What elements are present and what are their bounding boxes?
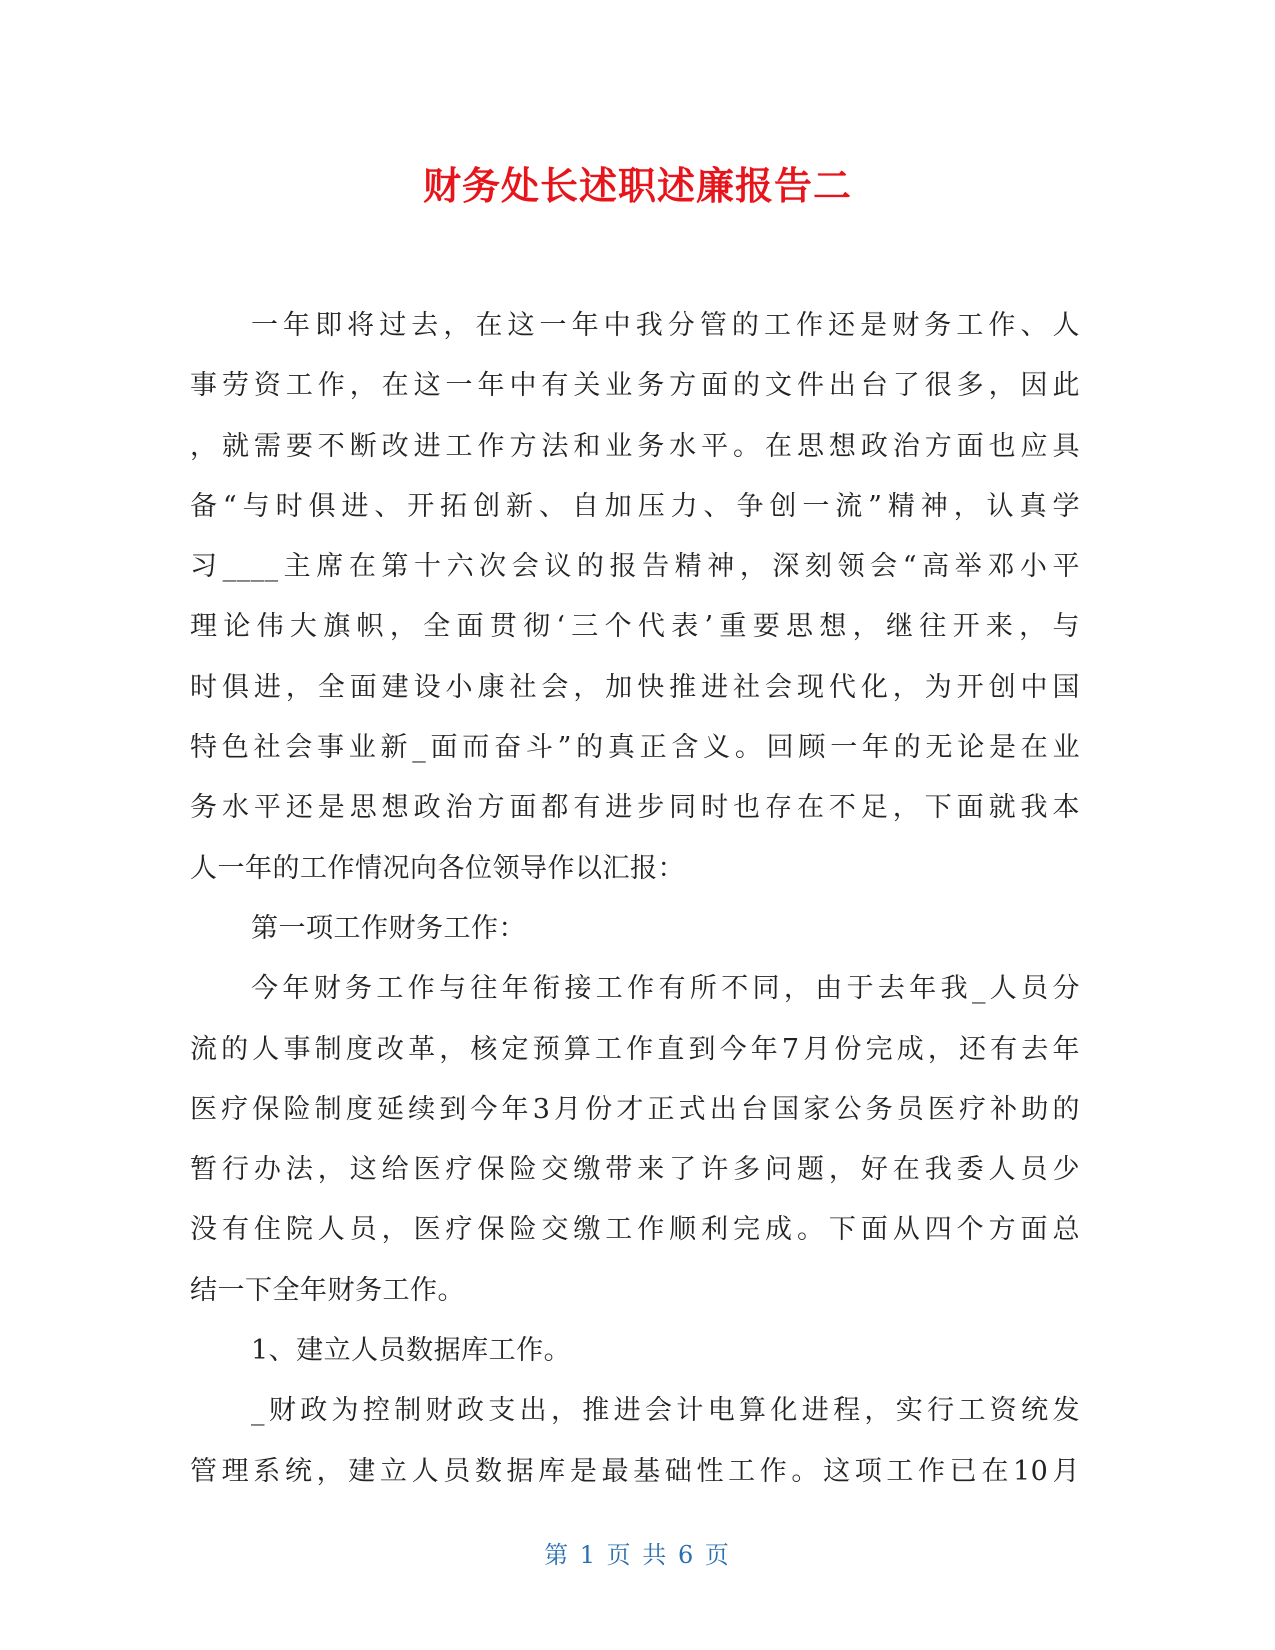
paragraph-line: 事劳资工作，在这一年中有关业务方面的文件出台了很多，因此 — [190, 370, 1080, 402]
paragraph-line: 医疗保险制度延续到今年3月份才正式出台国家公务员医疗补助的 — [190, 1093, 1080, 1125]
paragraph-line: 备“与时俱进、开拓创新、自加压力、争创一流”精神，认真学 — [190, 490, 1080, 522]
paragraph-line: 1、建立人员数据库工作。 — [251, 1335, 572, 1367]
paragraph-line: ，就需要不断改进工作方法和业务水平。在思想政治方面也应具 — [190, 430, 1080, 462]
paragraph-line: 流的人事制度改革，核定预算工作直到今年7月份完成，还有去年 — [190, 1033, 1080, 1065]
paragraph-line: _财政为控制财政支出，推进会计电算化进程，实行工资统发 — [251, 1395, 1080, 1427]
paragraph-line: 管理系统，建立人员数据库是最基础性工作。这项工作已在10月 — [190, 1455, 1080, 1487]
paragraph-line: 时俱进，全面建设小康社会，加快推进社会现代化，为开创中国 — [190, 671, 1080, 703]
paragraph-line: 理论伟大旗帜，全面贯彻‘三个代表’重要思想，继往开来，与 — [190, 611, 1080, 643]
paragraph-line: 务水平还是思想政治方面都有进步同时也存在不足，下面就我本 — [190, 792, 1080, 824]
paragraph-line: 一年即将过去，在这一年中我分管的工作还是财务工作、人 — [251, 310, 1080, 341]
paragraph-line: 特色社会事业新_面而奋斗”的真正含义。回顾一年的无论是在业 — [190, 732, 1080, 764]
paragraph-line: 没有住院人员，医疗保险交缴工作顺利完成。下面从四个方面总 — [190, 1214, 1080, 1246]
paragraph-line: 结一下全年财务工作。 — [190, 1274, 465, 1306]
document-title: 财务处长述职述廉报告二 — [422, 164, 852, 208]
paragraph-line: 今年财务工作与往年衔接工作有所不同，由于去年我_人员分 — [251, 973, 1080, 1005]
page-footer: 第 1 页 共 6 页 — [544, 1541, 731, 1569]
paragraph-line: 习____主席在第十六次会议的报告精神，深刻领会“高举邓小平 — [190, 551, 1080, 583]
paragraph-line: 人一年的工作情况向各位领导作以汇报： — [190, 852, 685, 884]
paragraph-line: 第一项工作财务工作： — [251, 912, 526, 944]
document-body — [190, 296, 1080, 1502]
paragraph-line: 暂行办法，这给医疗保险交缴带来了许多问题，好在我委人员少 — [190, 1154, 1080, 1186]
